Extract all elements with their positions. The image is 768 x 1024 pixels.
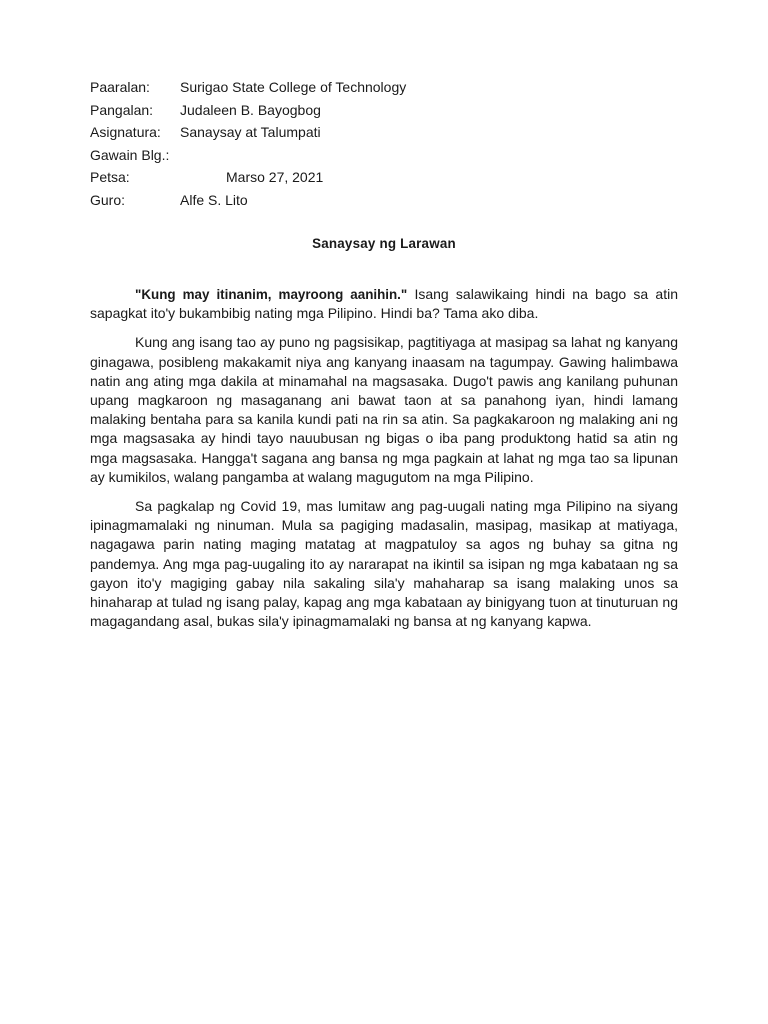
essay-body [90, 285, 678, 641]
date-value: Marso 27, 2021 [226, 169, 324, 186]
paragraph-3: Sa pagkalap ng Covid 19, mas lumitaw ang pag-uugali nating mga Pilipino na siyang ipinagmamalaki ng ninuman. Mula sa pagiging madasalin, masipag, masikap at matiyaga, nagagawa parin nating maging matatag at magpatuloy sa agos ng buhay sa gitna ng pandemya. Ang mga pag-uugaling ito ay nararapat na ikintil sa isipan ng mga kabataan ng sa gayon ito'y magiging gabay nila sakaling sila'y mahaharap sa isang malaking unos sa hinaharap at tulad ng isang palay, kapag ang mga kabataan ay binigyang tuon at tinuturuan ng magagandang asal, bukas sila'y ipinagmamalaki ng bansa at ng kanyang kapwa. [90, 498, 678, 630]
name-label: Pangalan: [90, 101, 154, 118]
proverb-quote: "Kung may itinanim, mayroong aanihin." [135, 287, 408, 302]
teacher-value: Alfe S. Lito [180, 191, 248, 208]
header-row-subject [90, 121, 690, 144]
header-row-school [90, 76, 690, 99]
header-row-date [90, 166, 690, 189]
subject-value: Sanaysay at Talumpati [180, 124, 321, 141]
document-header [90, 76, 690, 212]
date-label: Petsa: [90, 169, 130, 186]
header-row-activity-number [90, 144, 690, 167]
activity-number-label: Gawain Blg.: [90, 146, 170, 163]
header-row-teacher [90, 189, 690, 212]
paragraph-1 [90, 285, 678, 323]
subject-label: Asignatura: [90, 124, 161, 141]
paragraph-2: Kung ang isang tao ay puno ng pagsisikap, pagtitiyaga at masipag sa lahat ng kanyang ginagawa, posibleng makakamit niya ang kanyang inaasam na tagumpay. Gawing halimbawa natin ang ating mga dakila at minamahal na magsasaka. Dugo't pawis ang kanilang puhunan upang magkaroon ng masaganang ani bawat taon at sa panahong iyan, hindi lamang malaking bentaha para sa kanila kundi pati na rin sa atin. Sa pagkakaroon ng malaking ani ng mga magsasaka ay hindi tayo nauubusan ng bigas o iba pang produktong hatid sa atin ng mga magsasaka. Hangga't sagana ang bansa ng mga pagkain at lahat ng mga tao sa lipunan ay kumikilos, walang pangamba at walang magugutom na mga Pilipino. [90, 334, 678, 485]
paragraph-1-text: Isang salawikaing hindi na bago sa atin sapagkat ito'y bukambibig nating mga Pilipino. Hindi ba? Tama ako diba. [90, 286, 678, 322]
teacher-label: Guro: [90, 191, 126, 208]
school-label: Paaralan: [90, 79, 150, 95]
name-value: Judaleen B. Bayogbog [180, 101, 321, 118]
header-row-name [90, 99, 690, 122]
school-value: Surigao State College of Technology [180, 79, 407, 95]
document-title: Sanaysay ng Larawan [312, 236, 456, 251]
